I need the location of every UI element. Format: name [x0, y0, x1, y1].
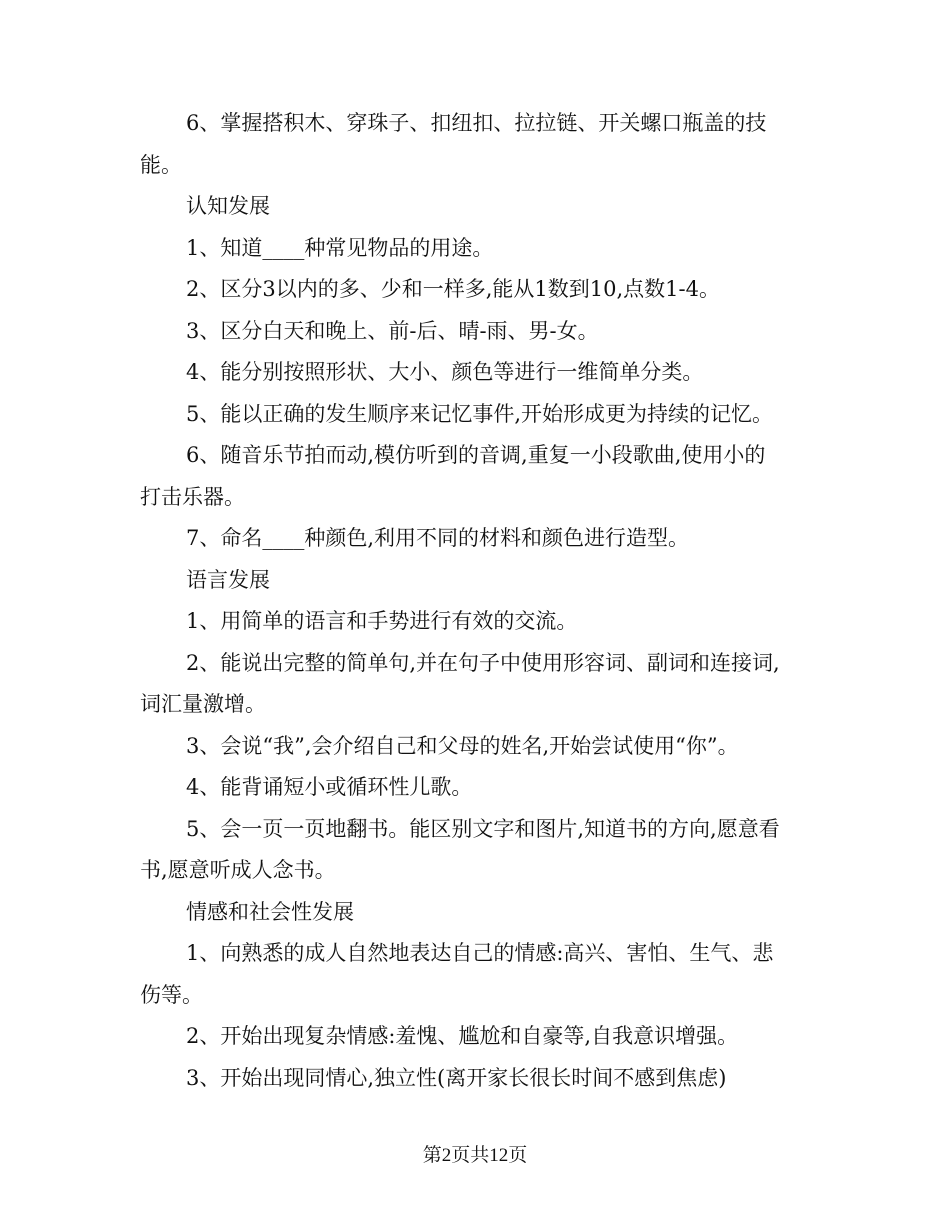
text-line: 认知发展: [186, 194, 270, 218]
text-line: 3、会说“我”,会介绍自己和父母的姓名,开始尝试使用“你”。: [186, 733, 739, 758]
text-line: 语言发展: [186, 567, 270, 592]
text-line: 3、开始出现同情心,独立性(离开家长很长时间不感到焦虑): [186, 1065, 727, 1090]
text-line: 1、向熟悉的成人自然地表达自己的情感:高兴、害怕、生气、悲: [186, 941, 774, 965]
text-line: 1、用简单的语言和手势进行有效的交流。: [186, 609, 578, 633]
text-line: 1、知道____种常见物品的用途。: [186, 235, 494, 260]
page-number-footer: 第2页共12页: [422, 1145, 528, 1166]
document-body: [140, 103, 810, 1099]
text-line: 2、区分3以内的多、少和一样多,能从1数到10,点数1-4。: [186, 277, 720, 301]
text-line: 5、能以正确的发生顺序来记忆事件,开始形成更为持续的记忆。: [186, 401, 774, 426]
text-line: 6、随音乐节拍而动,模仿听到的音调,重复一小段歌曲,使用小的: [186, 443, 766, 467]
text-line: 2、开始出现复杂情感:羞愧、尴尬和自豪等,自我意识增强。: [186, 1024, 739, 1048]
text-line: 7、命名____种颜色,利用不同的材料和颜色进行造型。: [186, 526, 690, 550]
text-line: 伤等。: [140, 982, 203, 1007]
text-line: 书,愿意听成人念书。: [140, 858, 336, 882]
text-line: 4、能背诵短小或循环性儿歌。: [186, 775, 473, 799]
text-line: 词汇量激增。: [140, 692, 266, 716]
text-line: 能。: [140, 152, 182, 177]
text-line: 打击乐器。: [140, 484, 245, 509]
text-line: 5、会一页一页地翻书。能区别文字和图片,知道书的方向,愿意看: [186, 816, 780, 841]
text-line: 2、能说出完整的简单句,并在句子中使用形容词、副词和连接词,: [186, 650, 780, 675]
text-line: 4、能分别按照形状、大小、颜色等进行一维简单分类。: [186, 360, 704, 384]
text-line: 3、区分白天和晚上、前-后、晴-雨、男-女。: [186, 318, 599, 343]
text-line: 情感和社会性发展: [186, 899, 354, 924]
text-line: 6、掌握搭积木、穿珠子、扣纽扣、拉拉链、开关螺口瓶盖的技: [186, 111, 767, 135]
